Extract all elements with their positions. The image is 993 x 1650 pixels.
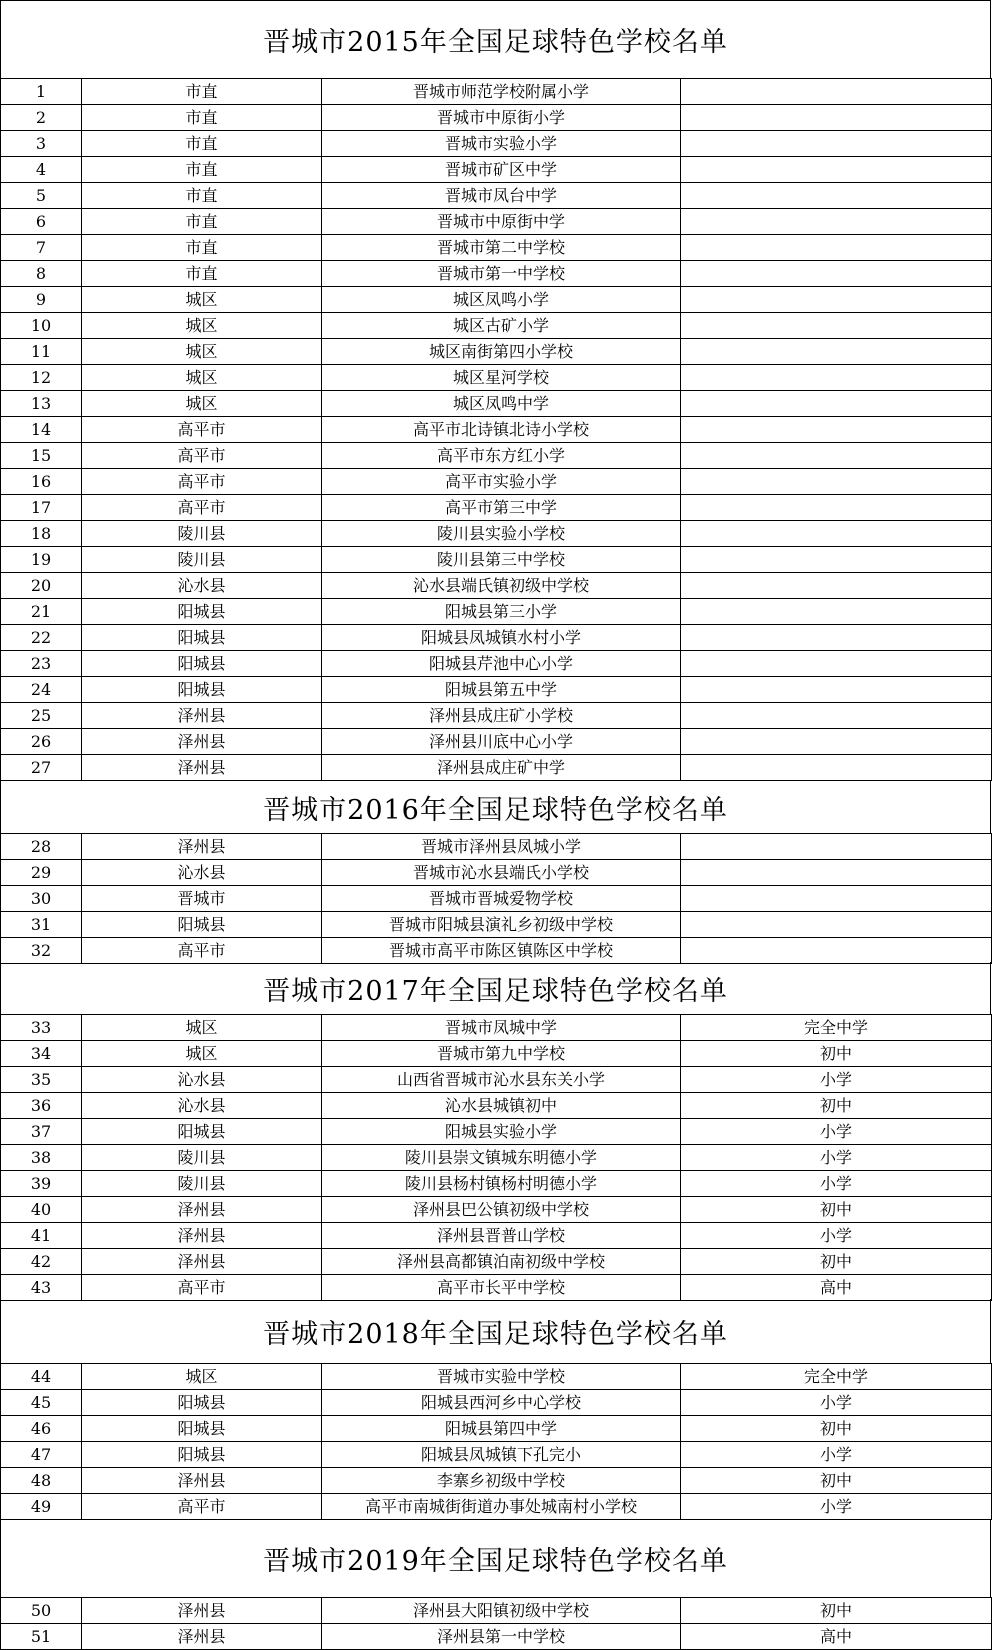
district-cell: 城区	[82, 365, 322, 391]
row-number-cell: 5	[1, 183, 82, 209]
district-cell: 阳城县	[82, 599, 322, 625]
table-row	[1, 1494, 992, 1520]
school-name-cell: 晋城市中原街中学	[322, 209, 681, 235]
row-number-cell: 47	[1, 1442, 82, 1468]
district-cell: 市直	[82, 261, 322, 287]
table-row	[1, 547, 992, 573]
row-number-cell: 43	[1, 1275, 82, 1301]
district-cell: 泽州县	[82, 1598, 322, 1624]
table-row	[1, 860, 992, 886]
table-row	[1, 1145, 992, 1171]
row-number-cell: 11	[1, 339, 82, 365]
table-row	[1, 1598, 992, 1624]
school-name-cell: 泽州县第一中学校	[322, 1624, 681, 1650]
section-title	[0, 962, 991, 1014]
district-cell: 阳城县	[82, 625, 322, 651]
table-row	[1, 651, 992, 677]
school-type-cell: 小学	[681, 1171, 992, 1197]
table-row	[1, 1624, 992, 1650]
school-name-cell: 高平市南城街街道办事处城南村小学校	[322, 1494, 681, 1520]
school-name-cell: 泽州县川底中心小学	[322, 729, 681, 755]
table-row	[1, 131, 992, 157]
row-number-cell: 44	[1, 1364, 82, 1390]
table-row	[1, 1015, 992, 1041]
row-number-cell: 10	[1, 313, 82, 339]
row-number-cell: 32	[1, 938, 82, 964]
school-name-cell: 晋城市泽州县凤城小学	[322, 834, 681, 860]
school-name-cell: 阳城县第五中学	[322, 677, 681, 703]
district-cell: 城区	[82, 1041, 322, 1067]
row-number-cell: 20	[1, 573, 82, 599]
table-row	[1, 1364, 992, 1390]
school-type-cell: 小学	[681, 1067, 992, 1093]
table-row	[1, 938, 992, 964]
row-number-cell: 34	[1, 1041, 82, 1067]
row-number-cell: 46	[1, 1416, 82, 1442]
table-row	[1, 625, 992, 651]
row-number-cell: 2	[1, 105, 82, 131]
row-number-cell: 30	[1, 886, 82, 912]
table-row	[1, 1119, 992, 1145]
district-cell: 城区	[82, 391, 322, 417]
school-name-cell: 晋城市中原街小学	[322, 105, 681, 131]
table-row	[1, 677, 992, 703]
table-row	[1, 183, 992, 209]
school-type-cell	[681, 573, 992, 599]
school-type-cell	[681, 599, 992, 625]
school-name-cell: 晋城市阳城县演礼乡初级中学校	[322, 912, 681, 938]
row-number-cell: 15	[1, 443, 82, 469]
district-cell: 阳城县	[82, 1119, 322, 1145]
district-cell: 高平市	[82, 443, 322, 469]
district-cell: 陵川县	[82, 1171, 322, 1197]
school-name-cell: 阳城县第四中学	[322, 1416, 681, 1442]
row-number-cell: 37	[1, 1119, 82, 1145]
district-cell: 城区	[82, 1015, 322, 1041]
school-name-cell: 阳城县西河乡中心学校	[322, 1390, 681, 1416]
row-number-cell: 18	[1, 521, 82, 547]
school-name-cell: 阳城县芹池中心小学	[322, 651, 681, 677]
district-cell: 高平市	[82, 417, 322, 443]
table-row	[1, 1249, 992, 1275]
row-number-cell: 28	[1, 834, 82, 860]
school-type-cell	[681, 625, 992, 651]
table-row	[1, 912, 992, 938]
school-type-cell	[681, 938, 992, 964]
row-number-cell: 25	[1, 703, 82, 729]
table-row	[1, 755, 992, 781]
school-type-cell	[681, 417, 992, 443]
school-name-cell: 李寨乡初级中学校	[322, 1468, 681, 1494]
district-cell: 陵川县	[82, 547, 322, 573]
table-row	[1, 1093, 992, 1119]
school-name-cell: 陵川县崇文镇城东明德小学	[322, 1145, 681, 1171]
school-name-cell: 陵川县杨村镇杨村明德小学	[322, 1171, 681, 1197]
school-type-cell: 初中	[681, 1093, 992, 1119]
district-cell: 沁水县	[82, 1067, 322, 1093]
school-name-cell: 城区星河学校	[322, 365, 681, 391]
school-table	[0, 1014, 992, 1301]
table-row	[1, 261, 992, 287]
row-number-cell: 27	[1, 755, 82, 781]
section-title-text: 晋城市2018年全国足球特色学校名单	[263, 1318, 728, 1350]
district-cell: 高平市	[82, 1275, 322, 1301]
table-row	[1, 1171, 992, 1197]
section-title-text: 晋城市2019年全国足球特色学校名单	[263, 1545, 728, 1577]
district-cell: 阳城县	[82, 677, 322, 703]
row-number-cell: 39	[1, 1171, 82, 1197]
school-type-cell	[681, 235, 992, 261]
school-table	[0, 833, 992, 964]
row-number-cell: 1	[1, 79, 82, 105]
district-cell: 泽州县	[82, 1197, 322, 1223]
district-cell: 城区	[82, 313, 322, 339]
table-row	[1, 495, 992, 521]
row-number-cell: 9	[1, 287, 82, 313]
district-cell: 泽州县	[82, 1249, 322, 1275]
row-number-cell: 50	[1, 1598, 82, 1624]
school-type-cell	[681, 365, 992, 391]
row-number-cell: 6	[1, 209, 82, 235]
table-row	[1, 235, 992, 261]
row-number-cell: 51	[1, 1624, 82, 1650]
school-name-cell: 沁水县端氏镇初级中学校	[322, 573, 681, 599]
row-number-cell: 12	[1, 365, 82, 391]
row-number-cell: 16	[1, 469, 82, 495]
table-row	[1, 157, 992, 183]
row-number-cell: 36	[1, 1093, 82, 1119]
table-row	[1, 417, 992, 443]
school-type-cell	[681, 886, 992, 912]
district-cell: 泽州县	[82, 1624, 322, 1650]
table-row	[1, 573, 992, 599]
school-type-cell	[681, 729, 992, 755]
table-row	[1, 599, 992, 625]
school-type-cell: 高中	[681, 1275, 992, 1301]
district-cell: 沁水县	[82, 573, 322, 599]
row-number-cell: 38	[1, 1145, 82, 1171]
district-cell: 高平市	[82, 1494, 322, 1520]
row-number-cell: 17	[1, 495, 82, 521]
table-row	[1, 443, 992, 469]
school-type-cell: 小学	[681, 1223, 992, 1249]
school-name-cell: 泽州县高都镇泊南初级中学校	[322, 1249, 681, 1275]
table-row	[1, 521, 992, 547]
section-title	[0, 1299, 991, 1363]
table-row	[1, 703, 992, 729]
row-number-cell: 23	[1, 651, 82, 677]
school-type-cell	[681, 521, 992, 547]
row-number-cell: 45	[1, 1390, 82, 1416]
school-name-cell: 晋城市师范学校附属小学	[322, 79, 681, 105]
school-type-cell	[681, 183, 992, 209]
section-title-text: 晋城市2016年全国足球特色学校名单	[263, 794, 728, 826]
table-row	[1, 313, 992, 339]
school-type-cell	[681, 834, 992, 860]
row-number-cell: 48	[1, 1468, 82, 1494]
school-table	[0, 1363, 992, 1520]
row-number-cell: 49	[1, 1494, 82, 1520]
school-name-cell: 城区南街第四小学校	[322, 339, 681, 365]
district-cell: 城区	[82, 339, 322, 365]
district-cell: 市直	[82, 235, 322, 261]
section-title	[0, 781, 991, 833]
school-name-cell: 泽州县晋普山学校	[322, 1223, 681, 1249]
district-cell: 高平市	[82, 495, 322, 521]
school-name-cell: 晋城市实验小学	[322, 131, 681, 157]
table-row	[1, 1067, 992, 1093]
section-title-text: 晋城市2017年全国足球特色学校名单	[263, 975, 728, 1007]
row-number-cell: 41	[1, 1223, 82, 1249]
school-name-cell: 陵川县实验小学校	[322, 521, 681, 547]
school-type-cell: 小学	[681, 1119, 992, 1145]
school-type-cell: 初中	[681, 1041, 992, 1067]
school-type-cell: 完全中学	[681, 1364, 992, 1390]
school-type-cell	[681, 755, 992, 781]
school-type-cell: 初中	[681, 1468, 992, 1494]
school-name-cell: 阳城县凤城镇水村小学	[322, 625, 681, 651]
district-cell: 泽州县	[82, 834, 322, 860]
row-number-cell: 26	[1, 729, 82, 755]
table-row	[1, 105, 992, 131]
table-row	[1, 339, 992, 365]
table-row	[1, 1197, 992, 1223]
row-number-cell: 3	[1, 131, 82, 157]
school-name-cell: 沁水县城镇初中	[322, 1093, 681, 1119]
row-number-cell: 8	[1, 261, 82, 287]
table-row	[1, 1275, 992, 1301]
school-type-cell	[681, 79, 992, 105]
school-name-cell: 城区古矿小学	[322, 313, 681, 339]
row-number-cell: 14	[1, 417, 82, 443]
row-number-cell: 40	[1, 1197, 82, 1223]
school-name-cell: 城区凤鸣中学	[322, 391, 681, 417]
school-name-cell: 阳城县第三小学	[322, 599, 681, 625]
district-cell: 泽州县	[82, 729, 322, 755]
row-number-cell: 33	[1, 1015, 82, 1041]
table-row	[1, 729, 992, 755]
school-type-cell: 小学	[681, 1390, 992, 1416]
row-number-cell: 19	[1, 547, 82, 573]
school-type-cell	[681, 313, 992, 339]
school-type-cell	[681, 495, 992, 521]
district-cell: 市直	[82, 183, 322, 209]
school-name-cell: 晋城市沁水县端氏小学校	[322, 860, 681, 886]
table-row	[1, 287, 992, 313]
row-number-cell: 42	[1, 1249, 82, 1275]
table-row	[1, 391, 992, 417]
district-cell: 市直	[82, 157, 322, 183]
row-number-cell: 31	[1, 912, 82, 938]
school-name-cell: 高平市第三中学	[322, 495, 681, 521]
table-row	[1, 834, 992, 860]
school-name-cell: 晋城市实验中学校	[322, 1364, 681, 1390]
school-type-cell: 小学	[681, 1494, 992, 1520]
school-type-cell	[681, 209, 992, 235]
district-cell: 沁水县	[82, 1093, 322, 1119]
school-name-cell: 高平市长平中学校	[322, 1275, 681, 1301]
school-name-cell: 高平市实验小学	[322, 469, 681, 495]
row-number-cell: 13	[1, 391, 82, 417]
school-type-cell	[681, 157, 992, 183]
school-table	[0, 1597, 992, 1650]
district-cell: 市直	[82, 105, 322, 131]
school-name-cell: 阳城县实验小学	[322, 1119, 681, 1145]
table-row	[1, 1223, 992, 1249]
school-type-cell	[681, 912, 992, 938]
school-name-cell: 晋城市凤城中学	[322, 1015, 681, 1041]
school-type-cell	[681, 651, 992, 677]
school-table	[0, 78, 992, 781]
school-type-cell	[681, 261, 992, 287]
district-cell: 沁水县	[82, 860, 322, 886]
district-cell: 市直	[82, 79, 322, 105]
school-type-cell	[681, 131, 992, 157]
school-type-cell: 小学	[681, 1442, 992, 1468]
table-row	[1, 1416, 992, 1442]
table-row	[1, 1390, 992, 1416]
district-cell: 阳城县	[82, 1390, 322, 1416]
table-row	[1, 1442, 992, 1468]
table-row	[1, 79, 992, 105]
row-number-cell: 24	[1, 677, 82, 703]
district-cell: 陵川县	[82, 521, 322, 547]
school-name-cell: 晋城市高平市陈区镇陈区中学校	[322, 938, 681, 964]
school-name-cell: 晋城市第一中学校	[322, 261, 681, 287]
school-name-cell: 泽州县巴公镇初级中学校	[322, 1197, 681, 1223]
district-cell: 泽州县	[82, 703, 322, 729]
school-type-cell: 高中	[681, 1624, 992, 1650]
school-type-cell	[681, 547, 992, 573]
school-type-cell: 完全中学	[681, 1015, 992, 1041]
row-number-cell: 22	[1, 625, 82, 651]
school-type-cell	[681, 287, 992, 313]
school-type-cell: 初中	[681, 1598, 992, 1624]
district-cell: 阳城县	[82, 1442, 322, 1468]
row-number-cell: 7	[1, 235, 82, 261]
school-name-cell: 阳城县凤城镇下孔完小	[322, 1442, 681, 1468]
school-name-cell: 泽州县大阳镇初级中学校	[322, 1598, 681, 1624]
table-row	[1, 1041, 992, 1067]
table-row	[1, 209, 992, 235]
school-type-cell: 初中	[681, 1249, 992, 1275]
section-title-text: 晋城市2015年全国足球特色学校名单	[263, 27, 728, 58]
table-row	[1, 1468, 992, 1494]
school-type-cell	[681, 860, 992, 886]
row-number-cell: 21	[1, 599, 82, 625]
school-name-cell: 高平市东方红小学	[322, 443, 681, 469]
district-cell: 阳城县	[82, 651, 322, 677]
district-cell: 阳城县	[82, 1416, 322, 1442]
school-name-cell: 陵川县第三中学校	[322, 547, 681, 573]
school-type-cell: 初中	[681, 1416, 992, 1442]
district-cell: 高平市	[82, 938, 322, 964]
school-name-cell: 高平市北诗镇北诗小学校	[322, 417, 681, 443]
school-type-cell	[681, 469, 992, 495]
school-name-cell: 泽州县成庄矿中学	[322, 755, 681, 781]
table-row	[1, 365, 992, 391]
school-name-cell: 晋城市第二中学校	[322, 235, 681, 261]
school-name-cell: 晋城市矿区中学	[322, 157, 681, 183]
school-type-cell	[681, 677, 992, 703]
school-name-cell: 山西省晋城市沁水县东关小学	[322, 1067, 681, 1093]
school-name-cell: 泽州县成庄矿小学校	[322, 703, 681, 729]
school-name-cell: 城区凤鸣小学	[322, 287, 681, 313]
row-number-cell: 4	[1, 157, 82, 183]
district-cell: 市直	[82, 131, 322, 157]
section-title	[0, 0, 991, 78]
school-type-cell	[681, 443, 992, 469]
school-type-cell: 初中	[681, 1197, 992, 1223]
school-type-cell	[681, 703, 992, 729]
table-row	[1, 469, 992, 495]
row-number-cell: 35	[1, 1067, 82, 1093]
district-cell: 泽州县	[82, 1468, 322, 1494]
table-row	[1, 886, 992, 912]
school-name-cell: 晋城市凤台中学	[322, 183, 681, 209]
district-cell: 市直	[82, 209, 322, 235]
row-number-cell: 29	[1, 860, 82, 886]
school-type-cell	[681, 105, 992, 131]
school-name-cell: 晋城市第九中学校	[322, 1041, 681, 1067]
district-cell: 晋城市	[82, 886, 322, 912]
district-cell: 泽州县	[82, 1223, 322, 1249]
district-cell: 高平市	[82, 469, 322, 495]
school-type-cell	[681, 391, 992, 417]
section-title	[0, 1519, 991, 1597]
district-cell: 陵川县	[82, 1145, 322, 1171]
district-cell: 城区	[82, 1364, 322, 1390]
district-cell: 阳城县	[82, 912, 322, 938]
school-type-cell: 小学	[681, 1145, 992, 1171]
district-cell: 城区	[82, 287, 322, 313]
school-type-cell	[681, 339, 992, 365]
district-cell: 泽州县	[82, 755, 322, 781]
school-name-cell: 晋城市晋城爱物学校	[322, 886, 681, 912]
